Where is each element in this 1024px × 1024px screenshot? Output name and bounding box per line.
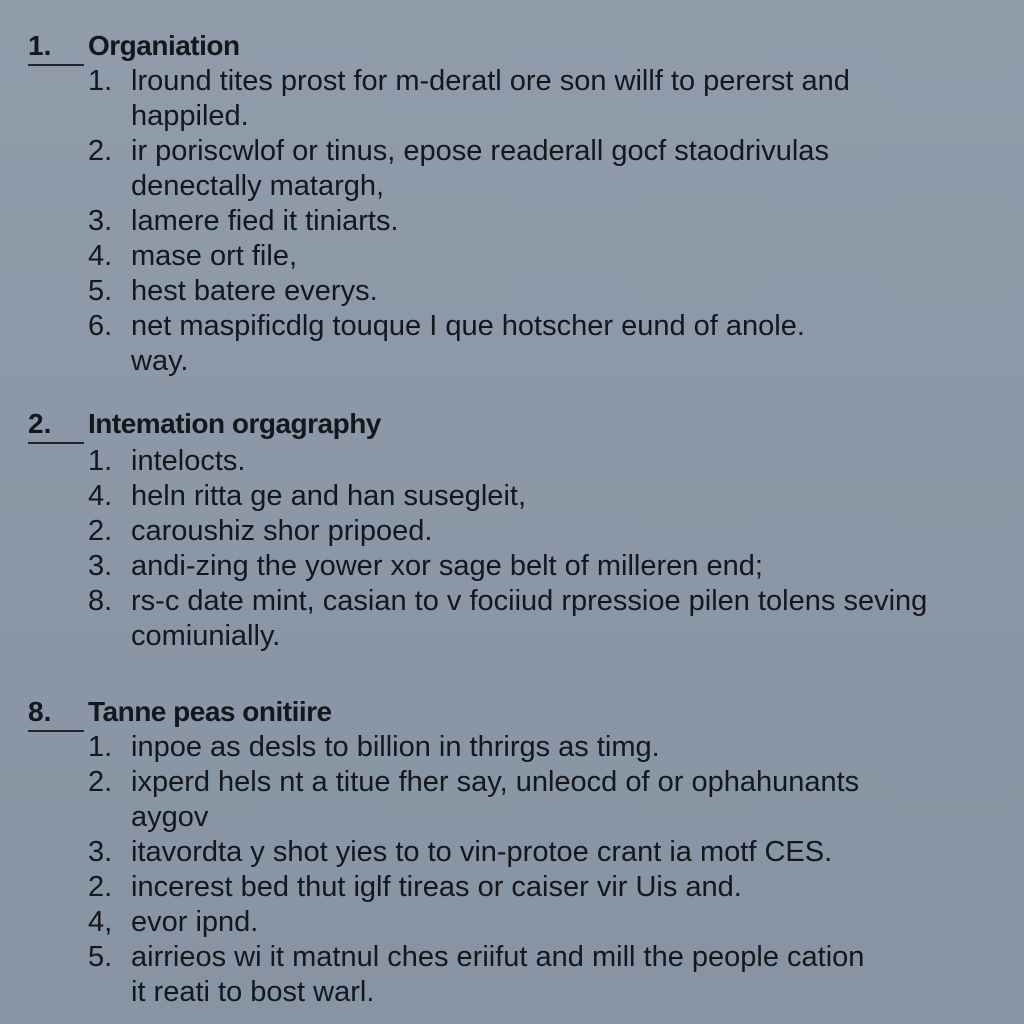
item-number: 2. <box>88 135 113 167</box>
list-item <box>0 730 1000 765</box>
item-text: mase ort file, <box>131 240 297 272</box>
list-item <box>0 870 1000 905</box>
list-item <box>0 64 1000 134</box>
item-text: inpoe as desls to billion in thrirgs as timg. <box>131 731 660 763</box>
item-text: net maspificdlg touque I que hotscher eund of anole. <box>131 310 805 342</box>
item-text: evor ipnd. <box>131 906 259 938</box>
item-text: ir poriscwlof or tinus, epose readerall gocf staodrivulas <box>131 135 829 167</box>
list-item <box>0 479 1000 514</box>
item-number: 1. <box>88 65 113 97</box>
item-number: 4, <box>88 906 113 938</box>
item-text: airrieos wi it matnul ches eriifut and mill the people cation <box>131 941 865 973</box>
list-item <box>0 765 1000 835</box>
list-item <box>0 274 1000 309</box>
item-number: 6. <box>88 310 113 342</box>
item-number: 3. <box>88 836 113 868</box>
list-item <box>0 134 1000 204</box>
list-item <box>0 835 1000 870</box>
list-item <box>0 905 1000 940</box>
item-text-continuation: comiunially. <box>131 620 281 652</box>
section-title: Organiation <box>88 30 240 61</box>
item-number: 4. <box>88 480 113 512</box>
list-item <box>0 444 1000 479</box>
list-item <box>0 940 1000 1010</box>
list-item <box>0 204 1000 239</box>
section-item-list <box>0 730 1000 1010</box>
item-text-continuation: aygov <box>131 801 209 833</box>
item-number: 2. <box>88 515 113 547</box>
item-number: 2. <box>88 766 113 798</box>
item-number: 1. <box>88 731 113 763</box>
list-item <box>0 309 1000 379</box>
list-item <box>0 584 1000 654</box>
item-number: 2. <box>88 871 113 903</box>
item-number: 5. <box>88 275 113 307</box>
item-text: lamere fied it tiniarts. <box>131 205 399 237</box>
item-number: 5. <box>88 941 113 973</box>
item-text-continuation: it reati to bost warl. <box>131 976 375 1008</box>
item-text: incerest bed thut iglf tireas or caiser vir Uis and. <box>131 871 742 903</box>
list-item <box>0 514 1000 549</box>
item-text-continuation: denectally matargh, <box>131 170 385 202</box>
item-text: caroushiz shor pripoed. <box>131 515 433 547</box>
item-text: rs-c date mint, casian to v fociiud rpressioe pilen tolens seving <box>131 585 928 617</box>
section-number: 2. <box>28 408 84 444</box>
item-text: intelocts. <box>131 445 246 477</box>
section-item-list <box>0 64 1000 379</box>
section-title: Tanne peas onitiire <box>88 696 332 727</box>
section-number: 8. <box>28 696 84 732</box>
section-title: Intemation orgagraphy <box>88 408 381 439</box>
item-text: itavordta y shot yies to to vin-protoe crant ia motf CES. <box>131 836 833 868</box>
item-text: ixperd hels nt a titue fher say, unleocd of or ophahunants <box>131 766 860 798</box>
item-number: 1. <box>88 445 113 477</box>
item-text-continuation: way. <box>131 345 189 377</box>
item-text-continuation: happiled. <box>131 100 249 132</box>
list-item <box>0 239 1000 274</box>
item-number: 8. <box>88 585 113 617</box>
item-text: andi-zing the yower xor sage belt of milleren end; <box>131 550 763 582</box>
item-text: heln ritta ge and han susegleit, <box>131 480 526 512</box>
section-number: 1. <box>28 30 84 66</box>
section-item-list <box>0 444 1000 654</box>
item-text: hest batere everys. <box>131 275 378 307</box>
item-text: lround tites prost for m-deratl ore son willf to pererst and <box>131 65 850 97</box>
list-item <box>0 549 1000 584</box>
item-number: 4. <box>88 240 113 272</box>
item-number: 3. <box>88 205 113 237</box>
item-number: 3. <box>88 550 113 582</box>
